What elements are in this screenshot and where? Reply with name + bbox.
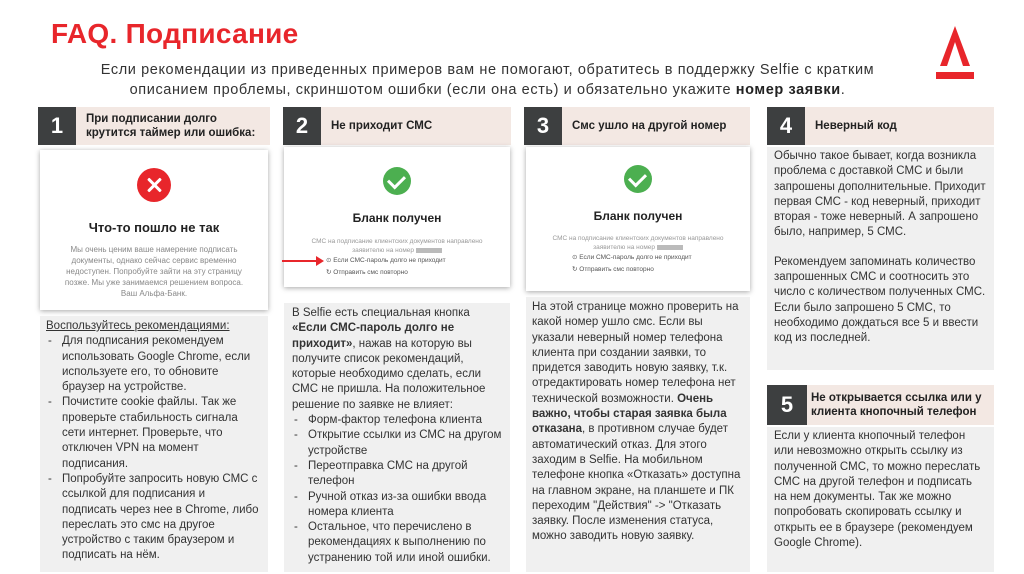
card-1-header: [38, 107, 270, 145]
card-2-body: [284, 303, 510, 572]
card-2-header: [283, 107, 511, 145]
card-4-body: [767, 147, 994, 370]
sms-not-received-link[interactable]: ⊙ Если СМС-пароль долго не приходит: [572, 254, 692, 261]
list-item: - Переотправка СМС на другой телефон: [292, 459, 502, 490]
error-cross-icon: [137, 168, 171, 202]
screenshot-heading: Что-то пошло не так: [88, 220, 220, 235]
card-2-bullets: [292, 413, 502, 566]
intro-bold: номер заявки: [735, 82, 841, 98]
resend-sms-link[interactable]: ↻ Отправить смс повторно: [326, 269, 408, 276]
card-header-label: Смс ушло на другой номер: [572, 120, 727, 132]
card-number: 2: [283, 107, 321, 145]
page-title: FAQ. Подписание: [51, 18, 299, 49]
card-2-screenshot: [284, 147, 510, 287]
card-4-header: [767, 107, 994, 145]
intro-text: Если рекомендации из приведенных примеров вам не помогают, обратитесь в поддержку Selfie с кратким описанием проблемы, скриншотом ошибки (если она есть) и обязательно укажите номер заявки.: [100, 62, 875, 98]
list-item: - Форм-фактор телефона клиента: [292, 413, 502, 428]
alfa-bank-logo-icon: [934, 24, 976, 82]
sms-not-received-link[interactable]: ⊙ Если СМС-пароль долго не приходит: [326, 257, 446, 264]
card-1-body: [40, 316, 268, 572]
card-4-paragraph-1: Обычно такое бывает, когда возникла проблема с доставкой СМС и были запрошены дополнительные. Приходит первая СМС - код неверный, приходит вторая - тоже неверный. А запрошено было, например, 5 СМС.: [774, 150, 986, 239]
card-header-label: При подписании долго крутится таймер или ошибка:: [86, 113, 256, 139]
card-1-bullets: [46, 334, 262, 563]
card-number: 1: [38, 107, 76, 145]
screenshot-small-text: СМС на подписание клиентских документов направлено заявителю на номер: [311, 238, 483, 254]
card-3-screenshot: [526, 147, 750, 291]
card-2-intro: В Selfie есть специальная кнопка «Если СМС-пароль долго не приходит», нажав на которую вы получите список рекомендаций, которые необходимо сделать, если СМС не пришла. На положительное решение по заявке не влияет:: [292, 307, 486, 411]
card-1-screenshot: [40, 150, 268, 310]
screenshot-small-text: СМС на подписание клиентских документов направлено заявителю на номер: [552, 235, 724, 251]
list-item: - Почистите cookie файлы. Так же проверьте стабильность сигнала сети интернет. Проверьте, что отключен VPN на момент подписания.: [46, 395, 262, 471]
list-item: - Для подписания рекомендуем использовать Google Chrome, если используете его, то обновите браузер на устройстве.: [46, 334, 262, 395]
list-item: - Остальное, что перечислено в рекомендациях к выполнению по устранению той или иной ошибки.: [292, 520, 502, 566]
success-check-icon: [383, 167, 411, 195]
card-3-header: [524, 107, 750, 145]
card-number: 5: [767, 385, 807, 425]
list-item: - Попробуйте запросить новую СМС с ссылкой для подписания и подписать через нее в Chrome, либо переслать это смс на другое устройство с таким браузером и подписать на нём.: [46, 472, 262, 564]
card-number: 4: [767, 107, 805, 145]
screenshot-heading: Бланк получен: [593, 209, 683, 223]
list-item: - Ручной отказ из-за ошибки ввода номера клиента: [292, 490, 502, 521]
card-header-label: Не открывается ссылка или у клиента кнопочный телефон: [811, 392, 982, 418]
recommendations-intro: Воспользуйтесь рекомендациями:: [46, 320, 230, 332]
card-3-text: На этой странице можно проверить на какой номер ушло смс. Если вы указали неверный номер телефона клиента при создании заявки, то придется заводить новую заявку, т.к. отредактировать номер телефона нет технической возможности. Очень важно, чтобы старая заявка была отказана, в противном случае будет автоматический отказ. Для этого заходим в Selfie. На мобильном телефоне кнопка «Отказать» доступна на главном экране, на планшете и ПК переходим "Действия" -> "Отказать заявку. После изменения статуса, можно заводить новую заявку.: [532, 301, 741, 543]
list-item: - Открытие ссылки из СМС на другом устройстве: [292, 428, 502, 459]
card-3-body: [526, 297, 750, 572]
card-header-label: Неверный код: [815, 120, 897, 132]
screenshot-message: Мы очень ценим ваше намерение подписать документы, однако сейчас сервис временно недоступен. Попробуйте зайти на эту страницу позже. Мы уже занимаемся решением вопроса. Ваш Альфа-Банк.: [64, 245, 244, 298]
card-4-paragraph-2: Рекомендуем запоминать количество запрошенных СМС и соотносить это число с количеством полученных СМС. Если было запрошено 5 СМС, то необходимо дождаться все 5 и ввести код из последней.: [774, 255, 986, 345]
card-5-header: [767, 385, 994, 425]
card-5-text: Если у клиента кнопочный телефон или невозможно открыть ссылку из полученной СМС, то можно переслать СМС на другой телефон и подписать на нем документы. Так же можно попробовать скопировать ссылку и открыть ее в браузере (рекомендуем Google Chrome).: [774, 430, 981, 550]
success-check-icon: [624, 165, 652, 193]
pointer-arrow: [282, 260, 322, 262]
card-5-body: [767, 427, 994, 572]
card-number: 3: [524, 107, 562, 145]
screenshot-heading: Бланк получен: [352, 211, 442, 225]
resend-sms-link[interactable]: ↻ Отправить смс повторно: [572, 266, 654, 273]
card-header-label: Не приходит СМС: [331, 120, 433, 132]
